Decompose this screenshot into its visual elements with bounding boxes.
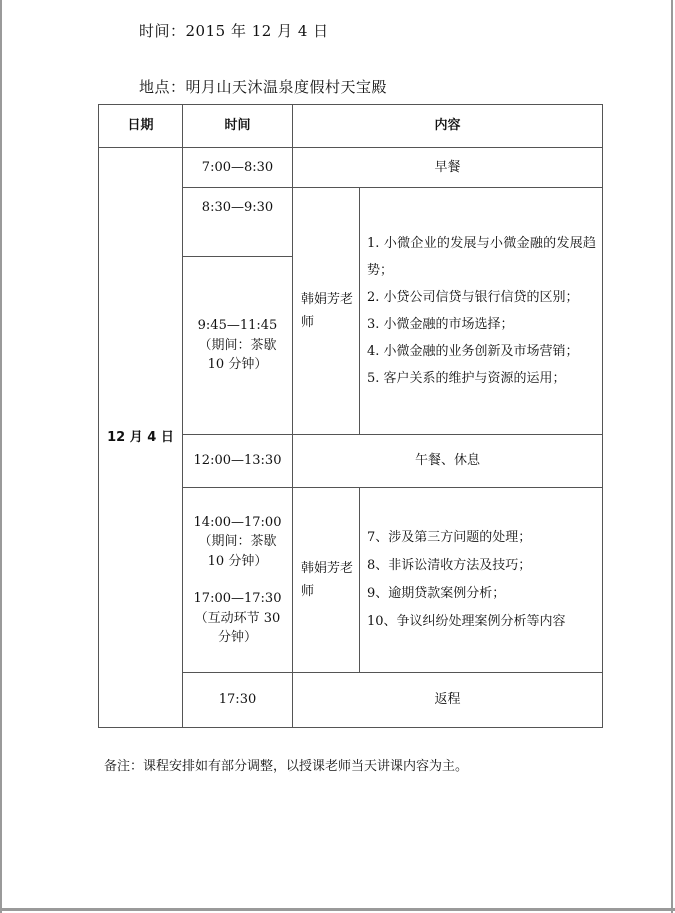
afternoon-content-cell xyxy=(360,488,603,673)
time-line: （期间：茶歇 xyxy=(198,337,277,353)
teacher-cell: 韩娟芳老师 xyxy=(293,188,360,435)
table-row xyxy=(99,148,603,188)
time-line: 分钟） xyxy=(217,630,257,645)
time-cell: 17:30 xyxy=(183,673,293,728)
time-cell: 7:00—8:30 xyxy=(183,148,293,188)
list-item: 5. 客户关系的维护与资源的运用； xyxy=(367,371,566,386)
time-line: （期间：茶歇 xyxy=(198,534,277,549)
page-border-left xyxy=(0,0,2,913)
list-item: 9、逾期贷款案例分析； xyxy=(367,586,506,601)
content-cell: 早餐 xyxy=(293,148,603,188)
time-cell xyxy=(183,488,293,673)
page-border-right xyxy=(671,0,673,913)
meta-place: 地点：明月山天沐温泉度假村天宝殿 xyxy=(139,78,388,96)
list-item: 1. 小微企业的发展与小微金融的发展趋势； xyxy=(367,236,597,278)
time-line: 14:00—17:00 xyxy=(193,514,282,530)
morning-content-cell xyxy=(360,188,603,435)
date-cell: 12 月 4 日 xyxy=(99,148,183,728)
header-date: 日期 xyxy=(99,105,183,148)
time-line: 9:45—11:45 xyxy=(197,318,278,334)
list-item: 10、争议纠纷处理案例分析等内容 xyxy=(367,614,566,629)
content-cell: 返程 xyxy=(293,673,603,728)
meta-time: 时间：2015 年 12 月 4 日 xyxy=(139,22,329,40)
list-item: 2. 小贷公司信贷与银行信贷的区别； xyxy=(367,290,579,305)
time-line: 10 分钟） xyxy=(207,553,268,569)
content-cell: 午餐、休息 xyxy=(293,435,603,488)
list-item: 7、涉及第三方问题的处理； xyxy=(367,530,532,545)
list-item: 3. 小微金融的市场选择； xyxy=(367,317,514,332)
footnote: 备注：课程安排如有部分调整，以授课老师当天讲课内容为主。 xyxy=(104,759,469,774)
schedule-table xyxy=(98,104,603,728)
table-header-row xyxy=(99,105,603,148)
time-cell xyxy=(183,257,293,435)
list-item: 4. 小微金融的业务创新及市场营销； xyxy=(367,344,579,359)
header-content: 内容 xyxy=(293,105,603,148)
time-cell: 8:30—9:30 xyxy=(183,188,293,257)
header-time: 时间 xyxy=(183,105,293,148)
time-line: 17:00—17:30 xyxy=(193,591,282,606)
list-item: 8、非诉讼清收方法及技巧； xyxy=(367,558,532,573)
teacher-cell: 韩娟芳老师 xyxy=(293,488,360,673)
page-border-bottom xyxy=(0,908,675,911)
time-line: 10 分钟） xyxy=(207,357,268,373)
time-cell: 12:00—13:30 xyxy=(183,435,293,488)
time-line: （互动环节 30 xyxy=(194,610,281,626)
